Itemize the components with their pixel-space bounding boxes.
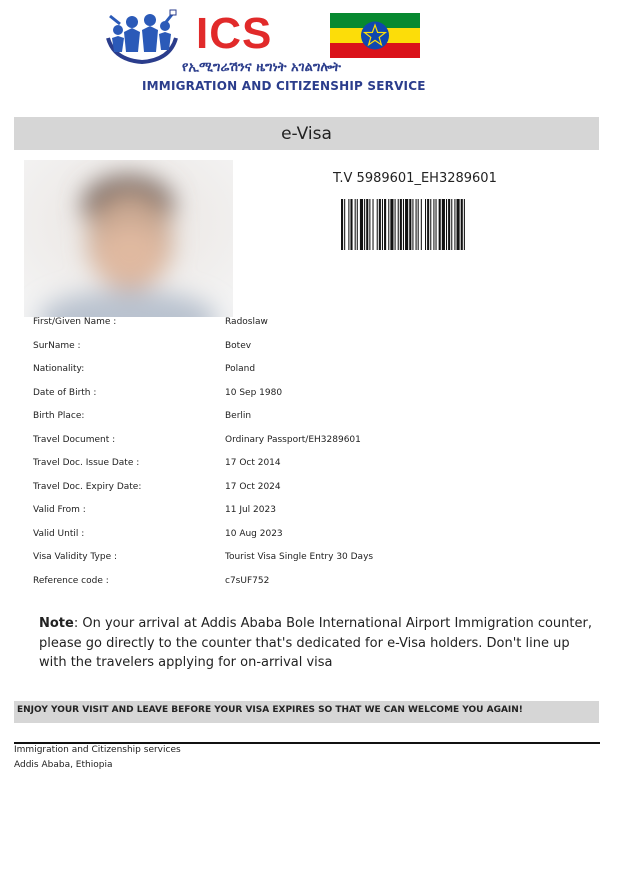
detail-label: First/Given Name : [33,317,117,327]
detail-label: Visa Validity Type : [33,552,117,562]
note-text: : On your arrival at Addis Ababa Bole International Airport Immigration counter, please go directly to the counter that's dedicated for e-Visa holders. Don't line up with the travelers applying for on-arrival visa [39,616,592,670]
detail-value: 10 Sep 1980 [225,387,283,398]
tv-reference-number: T.V 5989601_EH3289601 [333,171,497,186]
detail-row [33,411,553,425]
detail-row [33,482,553,496]
detail-value: Poland [225,364,256,374]
detail-row [33,435,553,449]
amharic-service-name: የኢሚግሬሽንና ዜግነት አገልግሎት [182,60,341,75]
detail-row [33,552,553,566]
detail-value: 17 Oct 2024 [225,481,281,492]
detail-row [33,576,553,590]
detail-row [33,341,553,355]
detail-value: Botev [225,340,252,351]
applicant-photo [24,160,233,317]
detail-row [33,505,553,519]
detail-label: Travel Doc. Issue Date : [33,458,140,468]
detail-label: Nationality: [33,364,85,374]
detail-value: 10 Aug 2023 [225,528,283,539]
arrival-note [39,614,594,673]
detail-label: Travel Doc. Expiry Date: [33,481,142,492]
page-title: e-Visa [281,123,332,144]
detail-row [33,529,553,543]
ethiopia-flag-icon [330,13,420,58]
detail-label: Valid From : [33,505,86,515]
footer-divider [14,742,600,744]
welcome-text: ENJOY YOUR VISIT AND LEAVE BEFORE YOUR VISA EXPIRES SO THAT WE CAN WELCOME YOU AGAIN! [17,705,523,715]
detail-label: Reference code : [33,575,109,586]
detail-label: Date of Birth : [33,387,97,398]
note-heading: Note [39,616,74,631]
detail-label: Travel Document : [33,434,116,445]
detail-value: Tourist Visa Single Entry 30 Days [225,552,374,562]
footer-organization: Immigration and Citizenship services [14,745,181,755]
detail-value: Radoslaw [225,317,268,327]
detail-value: Berlin [225,411,252,421]
detail-value: c7sUF752 [225,575,270,586]
detail-row [33,458,553,472]
barcode [341,199,535,250]
detail-value: 11 Jul 2023 [225,505,276,515]
welcome-banner [14,701,599,723]
footer-location: Addis Ababa, Ethiopia [14,760,113,770]
detail-value: Ordinary Passport/EH3289601 [225,434,361,445]
detail-value: 17 Oct 2014 [225,458,281,468]
detail-row [33,317,553,331]
detail-label: Valid Until : [33,528,85,539]
ics-logo-text: ICS [196,9,273,58]
detail-label: Birth Place: [33,411,85,421]
detail-row [33,364,553,378]
detail-row [33,388,553,402]
service-name: IMMIGRATION AND CITIZENSHIP SERVICE [142,79,426,93]
evisa-title-bar [14,117,599,150]
detail-label: SurName : [33,340,81,351]
ics-logo-icon [104,8,180,68]
